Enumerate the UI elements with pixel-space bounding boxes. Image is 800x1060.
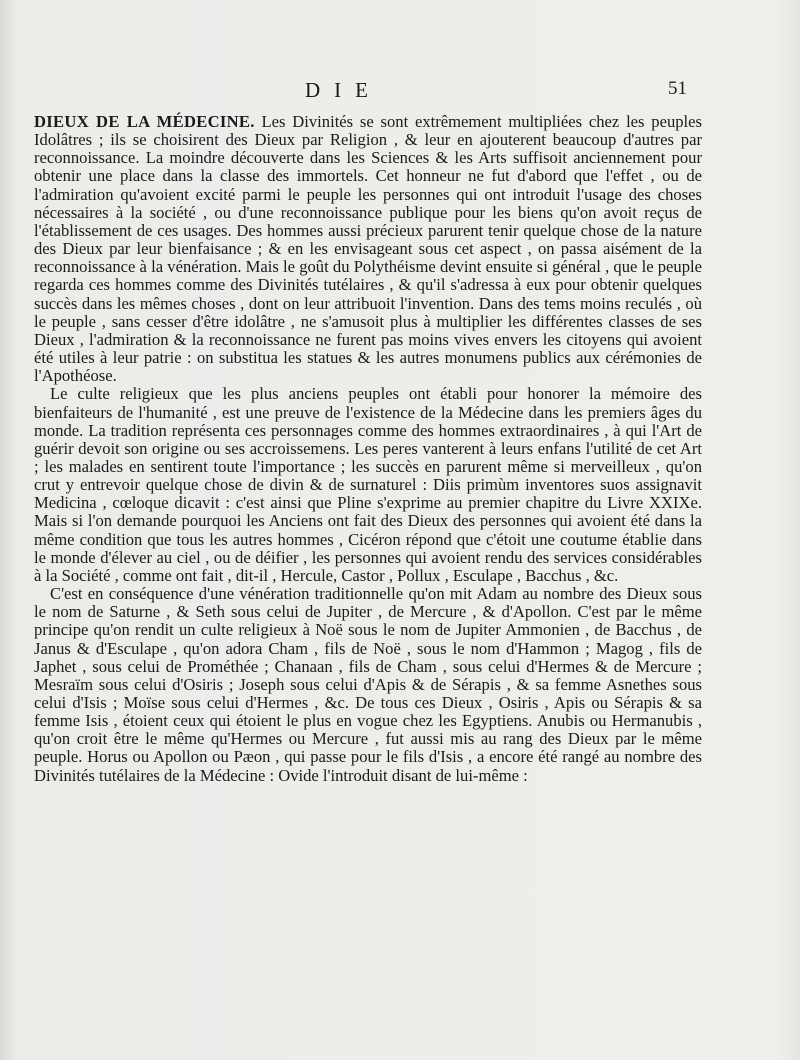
paragraph-2: Le culte religieux que les plus anciens peuples ont établi pour honorer la mémoire des bienfaiteurs de l'humanité , est une preuve de l'existence de la Médecine dans les premiers âges du monde. La tradition représenta ces personnages comme des hommes extraordinaires , à qui l'Art de guérir devoit son origine ou ses accroissemens. Les peres vanterent à leurs enfans l'utilité de cet Art ; les malades en sentirent toute l'importance ; les succès en parurent même si merveilleux , qu'on crut y entrevoir quelque chose de divin & de surnaturel : Diis primùm inventores suos assignavit Medicina , cœloque dicavit : c'est ainsi que Pline s'exprime au premier chapitre du Livre XXIXe. Mais si l'on demande pourquoi les Anciens ont fait des Dieux des personnes qui avoient été dans la même condition que tous les autres hommes , Cicéron répond que c'étoit une coutume établie dans le monde d'élever au ciel , ou de déifier , les personnes qui avoient rendu des services considérables à la Société , comme ont fait , dit-il , Hercule, Castor , Pollux , Esculape , Bacchus , &c. [34, 384, 702, 585]
paragraph-1-text: Les Divinités se sont extrêmement multipliées chez les peuples Idolâtres ; ils se choisirent des Dieux par Religion , & leur en ajouterent beaucoup d'autres par reconnoissance. La moindre découverte dans les Sciences & les Arts suffisoit anciennement pour obtenir une place dans la classe des immortels. Cet honneur ne fut d'abord que l'effet , ou de l'admiration qu'avoient excité parmi le peuple les personnes qui ont introduit l'usage des choses nécessaires à la société , ou d'une reconnoissance publique pour les biens qu'on avoit reçus de l'établissement de ces usages. Des hommes aussi précieux parurent tenir quelque chose de la nature des Dieux par leur bienfaisance ; & en les envisageant sous cet aspect , on passa aisément de la reconnoissance à la vénération. Mais le goût du Polythéisme devint ensuite si général , que le peuple regarda ces hommes comme des Divinités tutélaires , & qu'il s'adressa à eux pour obtenir quelques succès dans les mêmes choses , dont on leur attribuoit l'invention. Dans des tems moins reculés , où le peuple , sans cesser d'être idolâtre , ne s'amusoit plus à multiplier les différentes classes de ses Dieux , l'admiration & la reconnoissance ne furent pas moins vives envers les citoyens qui avoient été utiles à leur patrie : on substitua les statues & les autres monumens publics aux cérémonies de l'Apothéose. [34, 112, 702, 386]
page-header [0, 78, 800, 108]
entry-headword: DIEUX DE LA MÉDECINE. [34, 112, 255, 131]
entry-body [34, 113, 702, 785]
running-head: DIE [305, 78, 382, 102]
paragraph-3: C'est en conséquence d'une vénération traditionnelle qu'on mit Adam au nombre des Dieux sous le nom de Saturne , & Seth sous celui de Jupiter , de Mercure , & d'Apollon. C'est par le même principe qu'on rendit un culte religieux à Noë sous le nom de Jupiter Ammonien , de Bacchus , de Janus & d'Esculape , qu'on adora Cham , fils de Noë , sous le nom d'Hammon ; Magog , fils de Japhet , sous celui de Prométhée ; Chanaan , fils de Cham , sous celui d'Hermes & de Mercure ; Mesraïm sous celui d'Osiris ; Joseph sous celui d'Apis & de Sérapis , & sa femme Asnethes sous celui d'Isis ; Moïse sous celui d'Hermes , &c. De tous ces Dieux , Osiris , Apis ou Sérapis & sa femme Isis , étoient ceux qui étoient le plus en vogue chez les Egyptiens. Anubis ou Hermanubis , qu'on croit être le même qu'Hermes ou Mercure , fut aussi mis au rang des Dieux par le même peuple. Horus ou Apollon ou Pæon , qui passe pour le fils d'Isis , a encore été rangé au nombre des Divinités tutélaires de la Médecine : Ovide l'introduit disant de lui-même : [34, 584, 702, 785]
page-number: 51 [668, 78, 687, 99]
paragraph-1 [34, 113, 702, 385]
